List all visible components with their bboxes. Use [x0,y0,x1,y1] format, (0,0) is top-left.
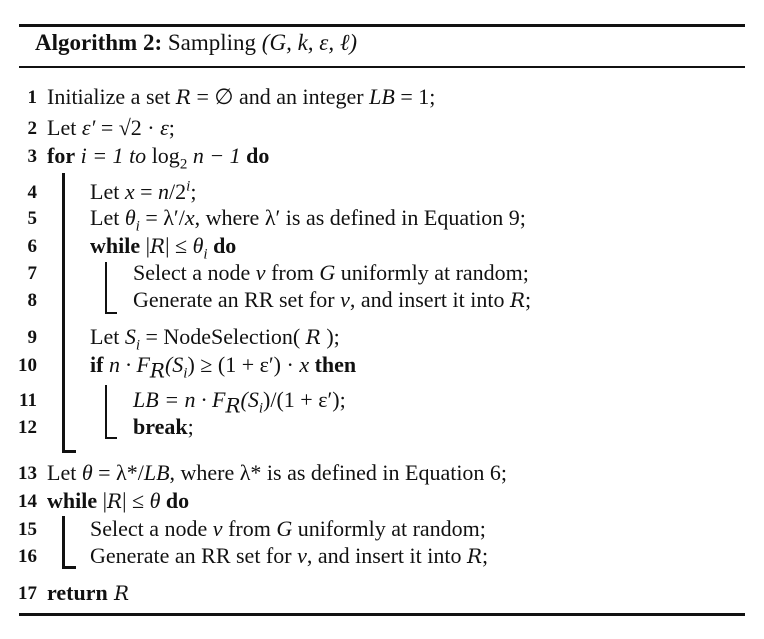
line-number: 6 [27,236,37,257]
top-rule [19,24,745,27]
if-block-bar [105,385,107,439]
line-number: 3 [27,146,37,167]
algorithm-label: Algorithm 2: [35,30,163,55]
line-number: 5 [27,208,37,229]
algo-line-10: if $n \cdot F_R(S_i) \ge (1 + \varepsilon') \cdot x$ then [90,352,357,383]
algo-line-6: while $|R| \le \theta_i$ do [90,233,237,263]
for-block-bar [62,173,65,453]
algo-line-16: Generate an RR set for v, and insert it into R; [90,543,489,568]
line-number: 8 [27,290,37,311]
line-number: 12 [18,417,37,438]
algo-line-8: Generate an RR set for v, and insert it into R; [133,287,532,312]
line-number: 17 [18,583,37,604]
algorithm-title [35,30,357,56]
algo-line-11: LB = $n \cdot F_R(S_i)/(1 + \varepsilon')$; [133,387,346,418]
while2-block-bar [62,516,65,568]
if-block-foot [105,437,117,439]
algo-line-17: return R [47,580,130,605]
algo-line-3: for i = 1 to $\log_2 n - 1$ do [47,143,270,173]
algo-line-13: Let θ = λ*/LB, where λ* is as defined in Equation 6; [47,460,508,485]
algo-line-14: while |R| ≤ θ do [47,488,190,513]
header-rule [19,66,745,68]
line-number: 11 [19,390,37,411]
line-number: 1 [27,87,37,108]
while-block-bar [105,262,107,314]
algo-line-7: Select a node v from G uniformly at random; [133,260,529,285]
algo-line-4: Let $x = n/2^i$; [90,178,197,204]
while-block-foot [105,312,117,314]
line-number: 4 [27,182,37,203]
for-block-foot [62,450,76,453]
line-number: 7 [27,263,37,284]
line-number: 15 [18,519,37,540]
line-number: 13 [18,463,37,484]
line-number: 10 [18,355,37,376]
algo-line-2: Let ε′ = √2 · ε; [47,115,175,140]
bottom-rule [19,613,745,616]
line-number: 2 [27,118,37,139]
algorithm-params: (G, k, ε, ℓ) [261,30,358,55]
algo-line-12: break; [133,414,194,439]
algo-line-15: Select a node v from G uniformly at random; [90,516,486,541]
line-number: 16 [18,546,37,567]
algo-line-9: Let $S_i$ = NodeSelection( R ); [90,324,340,354]
line-number: 14 [18,491,37,512]
algo-line-1: Initialize a set R = ∅ and an integer LB = 1; [47,84,436,109]
line-number: 9 [27,327,37,348]
algorithm-name: Sampling [167,30,257,55]
algo-line-5: Let $\theta_i = \lambda'/x$, where λ′ is as defined in Equation 9; [90,205,526,235]
while2-block-foot [62,566,76,569]
